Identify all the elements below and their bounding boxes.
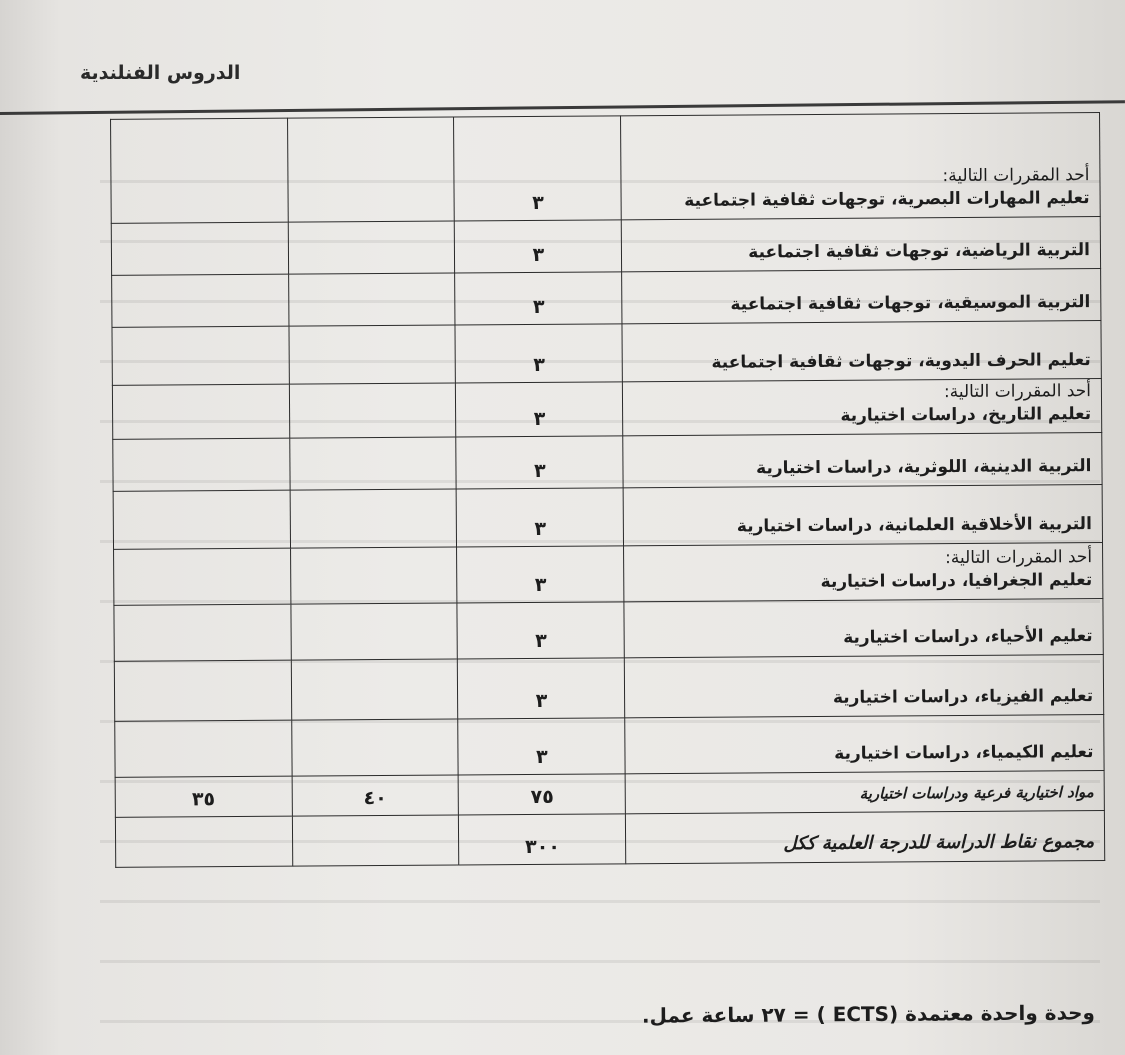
course-name-cell <box>621 113 1100 220</box>
column-3-value <box>288 221 455 274</box>
subtotal-row <box>115 770 1104 817</box>
column-3-value <box>287 117 455 222</box>
course-name: تعليم التاريخ، دراسات اختيارية <box>840 404 1092 426</box>
ects-value: ٣ <box>457 602 625 659</box>
column-3-value <box>288 325 455 384</box>
ects-footnote: وحدة واحدة معتمدة (ECTS ) = ٢٧ ساعة عمل. <box>641 1000 1096 1028</box>
course-name-cell <box>622 320 1101 381</box>
course-row <box>112 268 1101 327</box>
courses-table <box>110 112 1105 868</box>
column-4-value <box>114 548 291 605</box>
course-name-cell <box>625 654 1104 717</box>
course-name: التربية الدينية، اللوثرية، دراسات اختيارية <box>756 456 1092 479</box>
column-4-value <box>114 660 291 721</box>
course-name-cell <box>624 598 1103 657</box>
total-value-1: ٣٠٠ <box>459 814 627 865</box>
column-3-value <box>290 489 457 548</box>
column-3-value <box>288 273 455 326</box>
column-4-value <box>113 490 290 549</box>
total-row <box>115 810 1104 867</box>
course-row <box>114 598 1103 661</box>
course-name-cell <box>623 378 1102 435</box>
ects-value: ٣ <box>455 324 623 383</box>
course-row <box>112 378 1101 439</box>
course-name-cell <box>623 432 1102 487</box>
subtotal-value-3: ٣٥ <box>115 776 292 817</box>
course-row <box>112 320 1101 385</box>
course-row <box>114 542 1103 605</box>
group-heading: أحد المقررات التالية: <box>945 547 1093 569</box>
column-4-value <box>113 438 290 491</box>
course-row <box>115 714 1104 777</box>
running-header: الدروس الفنلندية <box>80 62 241 84</box>
column-3-value <box>290 603 457 660</box>
subtotal-value-2: ٤٠ <box>292 775 459 816</box>
course-name: تعليم المهارات البصرية، توجهات ثقافية اجتماعية <box>684 188 1090 211</box>
ects-value: ٣ <box>454 116 622 221</box>
column-4-value <box>111 222 288 275</box>
course-name: تعليم الجغرافيا، دراسات اختيارية <box>820 570 1093 593</box>
ects-value: ٣ <box>455 220 623 273</box>
column-4-value <box>114 604 291 661</box>
column-3-value <box>291 719 458 776</box>
ects-value: ٣ <box>457 546 625 603</box>
ects-value: ٣ <box>458 658 626 719</box>
course-name-cell <box>625 714 1104 773</box>
group-heading: أحد المقررات التالية: <box>942 165 1090 187</box>
subtotal-label-cell <box>626 770 1105 813</box>
column-3-value <box>290 547 457 604</box>
course-name: التربية الموسيقية، توجهات ثقافية اجتماعية <box>730 292 1091 315</box>
subtotal-value-1: ٧٥ <box>458 774 625 815</box>
total-label: مجموع نقاط الدراسة للدرجة العلمية ككل <box>783 830 1095 854</box>
total-value-2 <box>292 815 459 866</box>
course-name: تعليم الفيزياء، دراسات اختيارية <box>832 686 1094 708</box>
column-4-value <box>112 326 289 385</box>
course-name: تعليم الكيمياء، دراسات اختيارية <box>834 742 1094 764</box>
column-4-value <box>112 384 289 439</box>
ects-value: ٣ <box>456 436 624 489</box>
ects-value: ٣ <box>456 488 624 547</box>
course-row <box>113 484 1102 549</box>
courses-table-body <box>111 113 1105 868</box>
course-name: التربية الرياضية، توجهات ثقافية اجتماعية <box>748 240 1091 263</box>
course-name: التربية الأخلاقية العلمانية، دراسات اختيارية <box>736 514 1092 537</box>
ects-value: ٣ <box>458 718 626 775</box>
column-3-value <box>291 659 458 720</box>
column-4-value <box>112 274 289 327</box>
column-3-value <box>289 437 456 490</box>
ects-value: ٣ <box>456 382 624 437</box>
ects-value: ٣ <box>455 272 623 325</box>
course-name-cell <box>624 484 1103 545</box>
column-3-value <box>289 383 456 438</box>
course-row <box>111 113 1101 224</box>
course-row <box>111 217 1100 276</box>
column-4-value <box>115 720 292 777</box>
course-name-cell <box>622 268 1101 323</box>
course-name: تعليم الأحياء، دراسات اختيارية <box>843 626 1093 648</box>
subtotal-label: مواد اختيارية فرعية ودراسات اختيارية <box>859 783 1094 803</box>
group-heading: أحد المقررات التالية: <box>943 381 1092 403</box>
total-value-3 <box>115 816 292 867</box>
column-4-value <box>111 118 288 223</box>
course-name-cell <box>622 217 1101 272</box>
total-label-cell <box>626 810 1105 863</box>
course-name-cell <box>624 542 1103 601</box>
course-row <box>114 654 1103 721</box>
course-row <box>113 432 1102 491</box>
course-name: تعليم الحرف اليدوية، توجهات ثقافية اجتماعية <box>711 350 1091 373</box>
